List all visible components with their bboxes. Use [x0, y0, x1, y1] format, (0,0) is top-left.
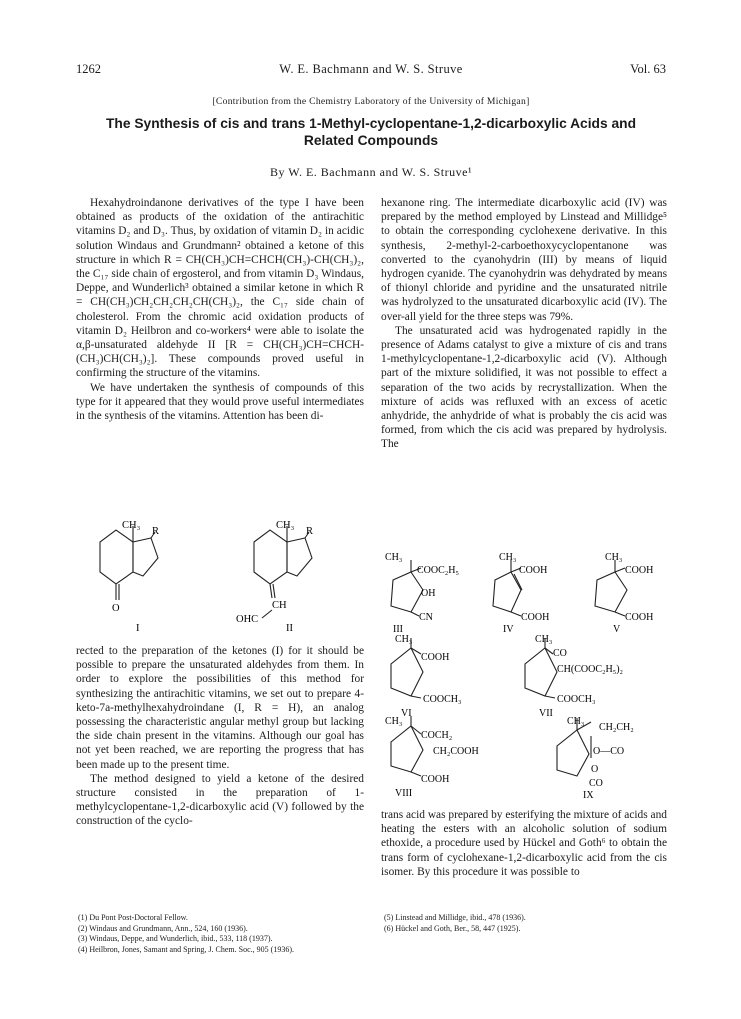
- running-authors: W. E. Bachmann and W. S. Struve: [279, 62, 463, 76]
- co-label: CO: [553, 648, 567, 659]
- compound-label-IV: IV: [503, 624, 514, 635]
- compound-label-II: II: [286, 623, 293, 634]
- ch3-label: CH₃: [385, 716, 403, 727]
- paragraph: hexanone ring. The intermediate dicarboxylic acid (IV) was prepared by the method employed by Linstead and Millidge⁵ to obtain the corresponding cyclohexene derivative. In this synthesis, 2-methyl-2-carboethoxycyclopentanone was converted to the cyanohydrin (III) by means of liquid hydrogen cyanide. The cyanohydrin was dehydrated by means of thionyl chloride and pyridine and the unsaturated nitrile was hydrolyzed to the unsaturated dicarboxylic acid (IV). The over-all yield for the three steps was 79%.: [381, 197, 667, 323]
- ch2ch2-label: CH₂CH₂: [599, 722, 634, 733]
- volume-label: Vol. 63: [630, 62, 666, 76]
- ch3-label: CH₃: [122, 520, 141, 531]
- ch3-label: CH₃: [385, 552, 403, 563]
- ch3-label: CH₃: [605, 552, 623, 563]
- left-column-top: [76, 196, 364, 423]
- cn-label: CN: [419, 612, 433, 623]
- o-label: O: [591, 764, 599, 775]
- paragraph: trans acid was prepared by esterifying the mixture of acids and heating the esters with an alcoholic solution of sodium ethoxide, a procedure used by Hückel and Goth⁶ to obtain the trans form of cyclohexane-1,2-dicarboxylic acid from the cis isomer. By this procedure it was possible to: [381, 809, 667, 878]
- cooch3-label: COOCH₃: [557, 694, 596, 705]
- lactone-label: O—CO: [593, 746, 625, 757]
- ch3-label: CH₃: [567, 716, 585, 727]
- cooh-label: COOH: [519, 565, 548, 576]
- structures-I-II: [76, 518, 364, 638]
- byline: By W. E. Bachmann and W. S. Struve¹: [269, 165, 473, 179]
- ohc-label: OHC: [236, 614, 259, 625]
- compound-label-VIII: VIII: [395, 788, 413, 799]
- footnote: (3) Windaus, Deppe, and Wunderlich, ibid., 533, 118 (1937).: [78, 934, 273, 944]
- footnotes-left: [78, 913, 368, 955]
- cooh-label: COOH: [521, 612, 550, 623]
- ch3-label: CH₃: [395, 634, 413, 645]
- footnote: (1) Du Pont Post-Doctoral Fellow.: [78, 913, 188, 922]
- paragraph: Hexahydroindanone derivatives of the type I have been obtained as products of the oxidation of the antirachitic vitamins D₂ and D₃. Thus, by oxidation of vitamin D₂ in acidic solution Windaus and Grundmann² obtained a ketone of this structure in which R = CH(CH₃)CH=CHCH(CH₃)-CH(CH₃)₂, the C₁₇ side chain of ergosterol, and from vitamin D₃ Windaus, Deppe, and Wunderlich³ obtained a similar ketone in which R = CH(CH₃)CH₂CH₂CH₂CH(CH₃)₂, the C₁₇ side chain of cholesterol. From the chromic acid oxidation products of vitamin D₂ Heilbron and co-workers⁴ were able to isolate the α,β-unsaturated aldehyde II [R = CH(CH₃)CH=CHCH-(CH₃)CH(CH₃)₂]. These compounds proved useful in confirming the structure of the vitamins.: [76, 197, 364, 380]
- paragraph: We have undertaken the synthesis of compounds of this type for it appeared that they would prove useful intermediates in the synthesis of the vitamins. Attention has been di-: [76, 381, 364, 423]
- cooh-label: COOH: [625, 612, 654, 623]
- compound-label-IX: IX: [583, 790, 594, 800]
- ch2cooh-label: CH₂COOH: [433, 746, 479, 757]
- paragraph: The unsaturated acid was hydrogenated rapidly in the presence of Adams catalyst to give a mixture of cis and trans 1-methylcyclopentane-1,2-dicarboxylic acid (V). Although part of the mixture solidified, it was not possible to effect a separation of the two acids by recrystallization. When the mixture of acids was refluxed with an excess of acetic anhydride, the anhydride of what is probably the cis acid was formed, from which the cis acid was prepared by hydrolysis. The: [381, 324, 667, 451]
- footnote: (4) Heilbron, Jones, Samant and Spring, J. Chem. Soc., 905 (1936).: [78, 944, 294, 954]
- compound-label-I: I: [136, 623, 140, 634]
- title-line-2: Related Compounds: [303, 133, 439, 148]
- footnotes-right: [384, 913, 668, 934]
- ring-six: [100, 530, 133, 584]
- compound-label-V: V: [613, 624, 621, 635]
- ch3-label: CH₃: [276, 520, 295, 531]
- malonate-label: CH(COOC₂H₅)₂: [557, 664, 624, 675]
- compound-label-VI: VI: [401, 708, 412, 719]
- footnote: (5) Linstead and Millidge, ibid., 478 (1936).: [384, 913, 526, 922]
- title-line-1: The Synthesis of cis and trans 1-Methyl-cyclopentane-1,2-dicarboxylic Acids and: [105, 116, 637, 131]
- compound-label-VII: VII: [539, 708, 553, 719]
- contribution-line: [Contribution from the Chemistry Laboratory of the University of Michigan]: [212, 96, 530, 107]
- ring-five: [133, 538, 158, 576]
- paragraph: The method designed to yield a ketone of the desired structure consisted in the preparation of 1-methylcyclopentane-1,2-dicarboxylic acid (V) followed by the construction of the cyclo-: [76, 772, 364, 828]
- oh-label: OH: [421, 588, 436, 599]
- left-column-bottom: [76, 644, 364, 829]
- structures-III-IX: [381, 550, 671, 800]
- coch2-label: COCH₂: [421, 730, 453, 741]
- article-title: [76, 115, 666, 149]
- compound-label-III: III: [393, 624, 403, 635]
- right-column-top: [381, 196, 667, 452]
- cooh-label: COOH: [421, 774, 450, 785]
- r-label: R: [306, 526, 314, 537]
- cooh-label: COOH: [421, 652, 450, 663]
- ch3-label: CH₃: [535, 634, 553, 645]
- r-label: R: [152, 526, 160, 537]
- page-number: 1262: [76, 62, 101, 76]
- o-label: O: [112, 603, 120, 614]
- running-header: [76, 62, 666, 78]
- cooc2h5-label: COOC₂H₅: [417, 565, 459, 576]
- cooh-label: COOH: [625, 565, 654, 576]
- cooch3-label: COOCH₃: [423, 694, 462, 705]
- ch3-label: CH₃: [499, 552, 517, 563]
- paragraph: rected to the preparation of the ketones (I) for it should be possible to prepare the unsaturated aldehydes from them. In order to explore the possibilities of this method for synthesizing the antirachitic vitamins, we set out to prepare 4-keto-7a-methylhexahydroindane (I, R = H), an analog possessing the characteristic angular methyl group but lacking the side chain present in the vitamins. Although our goal has not yet been reached, we are reporting the progress that has been made up to the present time.: [76, 645, 364, 771]
- co-label: CO: [589, 778, 603, 789]
- ch-label: CH: [272, 600, 287, 611]
- footnote: (6) Hückel and Goth, Ber., 58, 447 (1925).: [384, 923, 521, 933]
- footnote: (2) Windaus and Grundmann, Ann., 524, 160 (1936).: [78, 923, 248, 933]
- right-column-bottom: [381, 808, 667, 879]
